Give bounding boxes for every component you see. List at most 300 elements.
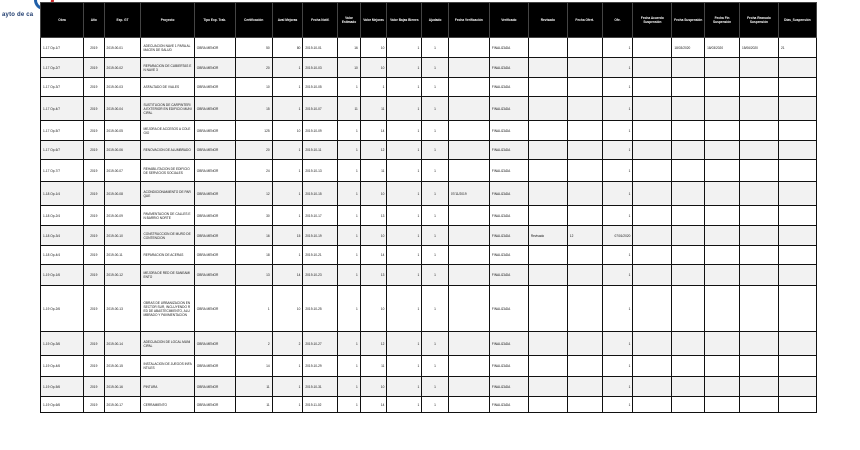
table-cell[interactable] [705,332,740,356]
table-cell[interactable] [778,226,816,246]
table-cell[interactable]: 1 [338,226,361,246]
table-cell[interactable]: 1 [602,78,633,97]
table-cell[interactable] [448,377,489,397]
table-cell[interactable]: 1 [422,356,449,377]
table-cell[interactable]: 14 [360,246,387,265]
table-row[interactable] [41,78,817,97]
table-cell[interactable]: OBRA MENOR [194,58,235,78]
table-cell[interactable]: 1 [338,265,361,286]
column-header[interactable]: Fecha Notif. [303,3,338,38]
table-cell[interactable]: 1 [602,160,633,182]
table-cell[interactable]: 1-19 Op-6/6 [41,397,84,413]
table-cell[interactable]: SUSTITUCION DE CARPINTERIA EXTERIOR EN EDIFICIO MUNICIPAL [141,97,194,121]
table-cell[interactable]: 2019-00-14 [104,332,141,356]
table-cell[interactable]: REPARACION DE CUBIERTAS EN NAVE 3 [141,58,194,78]
table-cell[interactable] [528,97,567,121]
table-cell[interactable] [448,397,489,413]
table-cell[interactable]: 2019-00-13 [104,286,141,332]
table-cell[interactable]: 1 [338,332,361,356]
column-header[interactable]: Verificado [489,3,528,38]
table-cell[interactable]: 1-17 Op-1/7 [41,38,84,58]
table-cell[interactable]: 13 [360,265,387,286]
table-row[interactable] [41,226,817,246]
table-cell[interactable]: 1 [602,397,633,413]
table-cell[interactable]: 1 [422,246,449,265]
table-cell[interactable]: FINALIZADA [489,78,528,97]
table-cell[interactable]: 1 [272,160,303,182]
table-cell[interactable] [672,182,705,206]
table-cell[interactable]: 1 [235,286,272,332]
table-cell[interactable]: 2019-10-25 [303,286,338,332]
table-cell[interactable]: ADECUACION DE LOCAL MUNICIPAL [141,332,194,356]
table-cell[interactable]: ACONDICIONAMIENTO DE PARQUE [141,182,194,206]
table-cell[interactable]: INSTALACION DE JUEGOS INFANTILES [141,356,194,377]
table-cell[interactable]: 18/03/2020 [705,38,740,58]
table-cell[interactable]: 1 [422,78,449,97]
table-cell[interactable] [633,265,672,286]
table-cell[interactable] [633,286,672,332]
table-cell[interactable]: 11 [360,160,387,182]
table-cell[interactable] [448,38,489,58]
table-cell[interactable]: 10 [360,58,387,78]
table-cell[interactable]: 80 [272,38,303,58]
table-cell[interactable]: 1-18 Op-1/4 [41,182,84,206]
table-cell[interactable]: 13 [360,206,387,226]
table-cell[interactable] [633,38,672,58]
table-cell[interactable] [778,286,816,332]
table-cell[interactable] [778,121,816,141]
column-header[interactable]: Fecha Acuerdo Suspensión [633,3,672,38]
table-row[interactable] [41,160,817,182]
table-cell[interactable] [672,141,705,160]
table-cell[interactable]: 21 [778,38,816,58]
table-cell[interactable] [739,377,778,397]
table-cell[interactable]: 1 [602,58,633,78]
table-cell[interactable] [705,97,740,121]
table-cell[interactable]: RENOVACION DE ALUMBRADO [141,141,194,160]
table-cell[interactable]: 2019-00-05 [104,121,141,141]
table-cell[interactable] [739,206,778,226]
table-cell[interactable]: 1 [387,397,422,413]
table-cell[interactable]: 2019-00-12 [104,265,141,286]
table-cell[interactable]: 2019-10-31 [303,377,338,397]
table-cell[interactable] [778,265,816,286]
table-cell[interactable]: FINALIZADA [489,377,528,397]
table-cell[interactable]: MEJORA DE RED DE SANEAMIENTO [141,265,194,286]
table-cell[interactable]: 2019-00-04 [104,97,141,121]
table-cell[interactable] [448,246,489,265]
table-cell[interactable]: 1 [422,206,449,226]
table-cell[interactable]: 11 [338,97,361,121]
table-cell[interactable]: 15 [272,226,303,246]
table-cell[interactable]: 2019 [84,246,105,265]
table-cell[interactable] [528,141,567,160]
table-cell[interactable] [448,97,489,121]
table-cell[interactable] [778,206,816,226]
table-cell[interactable]: 1 [387,78,422,97]
table-cell[interactable] [672,206,705,226]
table-cell[interactable]: 1 [387,121,422,141]
column-header[interactable]: Fecha Fin Suspensión [705,3,740,38]
table-cell[interactable]: 30 [235,206,272,226]
table-cell[interactable]: 1 [602,38,633,58]
table-cell[interactable]: 2019-10-09 [303,121,338,141]
table-cell[interactable] [567,377,602,397]
table-cell[interactable]: 12 [235,182,272,206]
table-cell[interactable]: 2019-11-02 [303,397,338,413]
table-cell[interactable]: 1 [272,182,303,206]
column-header[interactable]: Valor Bajas Bienes [387,3,422,38]
table-cell[interactable]: 11 [360,97,387,121]
table-cell[interactable] [567,332,602,356]
table-cell[interactable]: 2019-00-11 [104,246,141,265]
table-cell[interactable]: 2019 [84,78,105,97]
table-cell[interactable]: FINALIZADA [489,397,528,413]
table-cell[interactable] [705,182,740,206]
table-cell[interactable]: 1 [602,141,633,160]
table-cell[interactable] [672,356,705,377]
table-cell[interactable]: 50 [235,38,272,58]
table-cell[interactable]: OBRA MENOR [194,397,235,413]
table-cell[interactable] [448,58,489,78]
table-cell[interactable]: 1 [422,97,449,121]
table-cell[interactable]: 1 [387,38,422,58]
table-cell[interactable] [739,58,778,78]
table-cell[interactable]: FINALIZADA [489,160,528,182]
table-cell[interactable] [567,206,602,226]
table-cell[interactable]: 2 [272,332,303,356]
table-cell[interactable]: 13 [235,265,272,286]
table-cell[interactable]: 1 [387,182,422,206]
table-cell[interactable] [528,38,567,58]
table-cell[interactable]: 1-17 Op-3/7 [41,78,84,97]
column-header[interactable]: Fecha Ofert. [567,3,602,38]
table-cell[interactable] [705,58,740,78]
table-cell[interactable]: 1 [272,78,303,97]
table-cell[interactable]: 2019 [84,397,105,413]
table-cell[interactable]: 1 [387,97,422,121]
table-cell[interactable]: 1 [602,286,633,332]
table-cell[interactable]: OBRA MENOR [194,226,235,246]
table-cell[interactable]: OBRA MENOR [194,206,235,226]
table-cell[interactable]: 2019-00-15 [104,356,141,377]
table-cell[interactable]: 1 [272,397,303,413]
table-cell[interactable] [739,78,778,97]
table-cell[interactable]: 1 [360,78,387,97]
table-cell[interactable] [633,397,672,413]
table-cell[interactable]: 1 [272,97,303,121]
table-cell[interactable]: 1 [338,206,361,226]
table-cell[interactable] [633,97,672,121]
table-cell[interactable] [739,332,778,356]
table-cell[interactable] [705,226,740,246]
table-cell[interactable]: 2019-00-07 [104,160,141,182]
table-cell[interactable] [633,78,672,97]
table-cell[interactable]: 10 [360,182,387,206]
table-cell[interactable]: OBRA MENOR [194,246,235,265]
table-cell[interactable] [448,78,489,97]
table-cell[interactable]: 1 [272,356,303,377]
table-cell[interactable]: 14 [235,356,272,377]
table-row[interactable] [41,121,817,141]
table-cell[interactable] [705,160,740,182]
table-cell[interactable]: 10 [360,38,387,58]
table-cell[interactable] [672,265,705,286]
table-cell[interactable]: REHABILITACION DE EDIFICIO DE SERVICIOS SOCIALES [141,160,194,182]
table-cell[interactable]: 2019 [84,265,105,286]
table-cell[interactable]: 1-18 Op-4/4 [41,246,84,265]
table-cell[interactable] [448,121,489,141]
table-cell[interactable] [778,356,816,377]
table-cell[interactable] [705,246,740,265]
table-cell[interactable]: OBRA MENOR [194,141,235,160]
table-row[interactable] [41,397,817,413]
table-cell[interactable]: 1 [422,160,449,182]
table-cell[interactable] [672,226,705,246]
table-cell[interactable]: 1 [338,397,361,413]
table-cell[interactable] [705,206,740,226]
table-row[interactable] [41,182,817,206]
table-cell[interactable]: 2019 [84,332,105,356]
table-cell[interactable]: 2019 [84,121,105,141]
table-cell[interactable] [528,121,567,141]
table-cell[interactable]: FINALIZADA [489,58,528,78]
table-cell[interactable] [739,246,778,265]
table-cell[interactable]: 1 [602,265,633,286]
table-cell[interactable] [778,78,816,97]
table-cell[interactable]: FINALIZADA [489,97,528,121]
table-cell[interactable]: 1 [422,332,449,356]
table-cell[interactable]: 11 [360,356,387,377]
table-cell[interactable]: 2019 [84,377,105,397]
table-cell[interactable] [778,332,816,356]
table-cell[interactable] [633,246,672,265]
column-header[interactable]: Ajudado [422,3,449,38]
table-cell[interactable] [633,206,672,226]
table-row[interactable] [41,332,817,356]
table-cell[interactable] [448,356,489,377]
table-cell[interactable] [778,58,816,78]
table-cell[interactable]: 1 [602,206,633,226]
table-cell[interactable]: OBRA MENOR [194,286,235,332]
table-cell[interactable]: 15 [235,97,272,121]
table-cell[interactable]: 2019-10-11 [303,141,338,160]
table-cell[interactable]: Revisado [528,226,567,246]
table-cell[interactable]: 1-19 Op-1/6 [41,265,84,286]
table-cell[interactable]: OBRA MENOR [194,265,235,286]
table-cell[interactable]: 1 [422,38,449,58]
table-cell[interactable] [528,286,567,332]
table-cell[interactable]: 14 [272,265,303,286]
table-cell[interactable]: 1 [422,141,449,160]
table-cell[interactable] [778,141,816,160]
table-cell[interactable]: 14 [360,121,387,141]
table-row[interactable] [41,377,817,397]
table-cell[interactable]: 12 [567,226,602,246]
table-cell[interactable]: 2019-00-01 [104,38,141,58]
table-cell[interactable]: 24 [235,160,272,182]
column-header[interactable]: Fecha Verificación [448,3,489,38]
table-cell[interactable]: 1 [422,182,449,206]
table-cell[interactable] [528,160,567,182]
table-cell[interactable] [705,121,740,141]
table-cell[interactable] [705,377,740,397]
table-cell[interactable]: 1-19 Op-2/6 [41,286,84,332]
table-cell[interactable] [567,58,602,78]
table-cell[interactable] [528,78,567,97]
table-cell[interactable] [567,286,602,332]
table-cell[interactable] [672,97,705,121]
table-row[interactable] [41,38,817,58]
table-cell[interactable]: 1 [387,332,422,356]
table-cell[interactable]: 2019-10-21 [303,246,338,265]
table-cell[interactable]: 2019-00-06 [104,141,141,160]
table-cell[interactable] [672,332,705,356]
table-cell[interactable]: 1-19 Op-3/6 [41,332,84,356]
table-cell[interactable]: 1 [272,206,303,226]
table-cell[interactable]: 1 [422,121,449,141]
table-cell[interactable]: 1 [422,58,449,78]
table-cell[interactable]: 2019-00-09 [104,206,141,226]
table-cell[interactable] [567,182,602,206]
table-row[interactable] [41,356,817,377]
table-cell[interactable] [633,141,672,160]
column-header[interactable]: Fecha Reanudo Suspensión [739,3,778,38]
table-cell[interactable] [739,141,778,160]
table-cell[interactable]: 1 [387,160,422,182]
table-cell[interactable] [567,246,602,265]
table-cell[interactable]: 16 [235,226,272,246]
table-row[interactable] [41,265,817,286]
table-cell[interactable]: 1 [387,58,422,78]
table-cell[interactable] [672,121,705,141]
table-cell[interactable]: 2019 [84,160,105,182]
table-cell[interactable]: 2019 [84,226,105,246]
table-cell[interactable] [567,97,602,121]
table-cell[interactable]: 11 [235,377,272,397]
table-cell[interactable]: OBRA MENOR [194,356,235,377]
table-cell[interactable] [633,58,672,78]
table-row[interactable] [41,246,817,265]
table-cell[interactable]: 2019-00-17 [104,397,141,413]
table-cell[interactable]: 1 [338,78,361,97]
table-cell[interactable]: OBRA MENOR [194,97,235,121]
table-cell[interactable]: 1 [422,265,449,286]
table-cell[interactable]: 2019-10-17 [303,206,338,226]
table-cell[interactable]: FINALIZADA [489,246,528,265]
table-cell[interactable]: 10 [360,377,387,397]
table-cell[interactable]: 1-17 Op-4/7 [41,97,84,121]
table-cell[interactable] [778,246,816,265]
table-cell[interactable]: 18/03/2020 [672,38,705,58]
column-header[interactable]: Aval Mejoras [272,3,303,38]
table-cell[interactable] [672,246,705,265]
table-cell[interactable]: OBRA MENOR [194,38,235,58]
table-row[interactable] [41,58,817,78]
table-cell[interactable]: 2019-00-16 [104,377,141,397]
table-cell[interactable]: 1-17 Op-2/7 [41,58,84,78]
table-cell[interactable] [528,206,567,226]
table-cell[interactable]: 12 [360,332,387,356]
table-cell[interactable]: 10 [272,121,303,141]
table-cell[interactable]: 1 [387,246,422,265]
table-cell[interactable]: FINALIZADA [489,226,528,246]
table-cell[interactable]: FINALIZADA [489,356,528,377]
table-cell[interactable] [705,356,740,377]
table-cell[interactable] [528,58,567,78]
table-cell[interactable]: 1 [422,377,449,397]
table-cell[interactable]: OBRA MENOR [194,377,235,397]
table-cell[interactable] [739,286,778,332]
table-cell[interactable] [739,397,778,413]
table-cell[interactable] [567,38,602,58]
table-cell[interactable]: 1 [338,286,361,332]
table-cell[interactable]: 11 [235,397,272,413]
table-cell[interactable]: 2019-10-29 [303,356,338,377]
table-cell[interactable] [705,141,740,160]
table-cell[interactable] [448,265,489,286]
table-cell[interactable] [528,397,567,413]
table-cell[interactable]: 2019-10-19 [303,226,338,246]
table-cell[interactable] [633,356,672,377]
table-cell[interactable]: OBRA MENOR [194,160,235,182]
table-cell[interactable]: 2019-00-02 [104,58,141,78]
table-cell[interactable]: 1 [272,141,303,160]
table-cell[interactable]: 2019-10-13 [303,160,338,182]
table-cell[interactable]: 20 [235,58,272,78]
table-cell[interactable]: 125 [235,121,272,141]
table-cell[interactable]: REPARACION DE ACERAS [141,246,194,265]
table-cell[interactable]: 2019 [84,286,105,332]
table-cell[interactable]: 16 [338,38,361,58]
table-cell[interactable]: 20 [235,141,272,160]
table-cell[interactable] [778,97,816,121]
table-cell[interactable]: 1 [338,246,361,265]
table-cell[interactable] [633,332,672,356]
column-header[interactable]: Obra [41,3,84,38]
table-cell[interactable] [448,206,489,226]
table-cell[interactable]: 1-17 Op-7/7 [41,160,84,182]
table-cell[interactable]: OBRA MENOR [194,332,235,356]
table-cell[interactable]: 1 [602,356,633,377]
table-cell[interactable]: ASFALTADO DE VIALES [141,78,194,97]
column-header[interactable]: Ofe. [602,3,633,38]
table-row[interactable] [41,141,817,160]
table-cell[interactable]: FINALIZADA [489,332,528,356]
table-cell[interactable]: FINALIZADA [489,286,528,332]
table-cell[interactable]: FINALIZADA [489,182,528,206]
table-cell[interactable]: 14 [360,397,387,413]
table-cell[interactable] [528,377,567,397]
table-cell[interactable]: 10 [360,286,387,332]
table-cell[interactable]: 2019-10-07 [303,97,338,121]
table-cell[interactable] [567,121,602,141]
table-cell[interactable] [739,182,778,206]
table-cell[interactable]: 1 [422,286,449,332]
table-cell[interactable] [528,265,567,286]
table-cell[interactable]: 1 [338,121,361,141]
table-cell[interactable]: 1 [602,97,633,121]
table-cell[interactable] [528,356,567,377]
table-cell[interactable] [448,226,489,246]
table-row[interactable] [41,206,817,226]
table-cell[interactable] [567,160,602,182]
table-cell[interactable] [672,397,705,413]
table-cell[interactable]: 1 [422,397,449,413]
table-cell[interactable] [705,265,740,286]
table-cell[interactable]: 1 [422,226,449,246]
table-cell[interactable]: CERRAMIENTO [141,397,194,413]
